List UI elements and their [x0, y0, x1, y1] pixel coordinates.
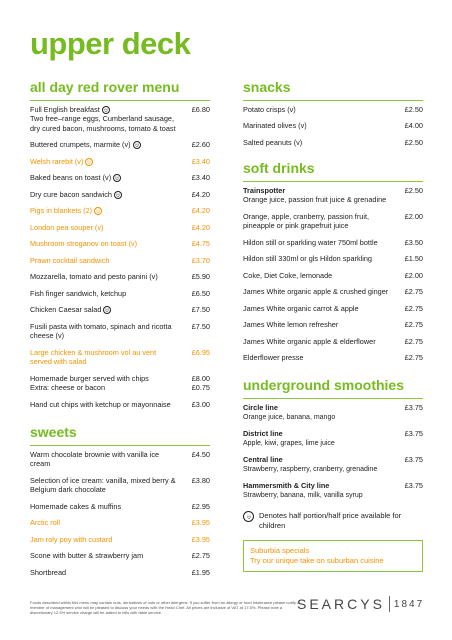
suburbia-promo — [243, 540, 423, 572]
item-name-block — [30, 305, 184, 315]
item-name-block — [243, 287, 397, 297]
item-price: £2.95 — [191, 501, 210, 511]
menu-item — [30, 564, 210, 580]
item-name-block — [30, 140, 184, 150]
item-price: £5.90 — [191, 272, 210, 282]
menu-item — [30, 269, 210, 285]
item-name: Salted peanuts (v) — [243, 137, 303, 147]
smiley-icon — [113, 174, 121, 182]
left-column — [30, 80, 210, 580]
item-name-block — [243, 455, 397, 474]
menu-item — [30, 101, 210, 136]
smiley-icon — [102, 106, 110, 114]
menu-item — [30, 370, 210, 396]
item-name: Hammersmith & City line — [243, 481, 330, 491]
logo-brand: SEARCYS — [297, 596, 385, 612]
item-price: £3.75 — [404, 455, 423, 465]
menu-item — [30, 498, 210, 514]
item-price: £3.95 — [191, 518, 210, 528]
item-price: £4.20 — [191, 189, 210, 199]
item-name-block — [243, 481, 397, 500]
item-name: Chicken Caesar salad — [30, 305, 102, 315]
menu-item — [30, 446, 210, 472]
item-name: Trainspotter — [243, 185, 286, 195]
item-description: Orange juice, passion fruit juice & grenadine — [243, 195, 387, 205]
menu-item — [30, 531, 210, 547]
item-description: Strawberry, raspberry, cranberry, grenadine — [243, 465, 378, 473]
item-price: £3.95 — [191, 534, 210, 544]
item-price: £4.20 — [191, 222, 210, 232]
item-name: Circle line — [243, 403, 278, 413]
item-name-block — [30, 400, 184, 410]
item-price: £3.00 — [191, 399, 210, 409]
item-name: James White organic apple & crushed ginger — [243, 287, 389, 297]
item-name-block — [30, 289, 184, 299]
item-price: £2.75 — [404, 353, 423, 363]
menu-item — [30, 344, 210, 370]
item-name: Buttered crumpets, marmite (v) — [30, 140, 131, 150]
item-name: Potato crisps (v) — [243, 104, 296, 114]
item-price: £4.20 — [191, 206, 210, 216]
item-name-block — [243, 254, 397, 264]
item-name-block — [30, 239, 184, 249]
menu-item — [243, 333, 423, 349]
item-name-block — [30, 206, 184, 216]
item-name-block — [243, 271, 397, 281]
item-name-block — [30, 157, 184, 167]
item-name: Fish finger sandwich, ketchup — [30, 288, 127, 298]
item-name-block — [243, 212, 397, 231]
item-name: Central line — [243, 455, 283, 465]
menu-item — [243, 118, 423, 134]
item-name: Mushroom stroganov on toast (v) — [30, 239, 138, 249]
item-name: Baked beans on toast (v) — [30, 173, 112, 183]
item-price: £4.00 — [404, 121, 423, 131]
item-price: £2.75 — [404, 320, 423, 330]
item-price: £2.50 — [404, 137, 423, 147]
item-name: James White organic carrot & apple — [243, 303, 359, 313]
menu-item — [30, 219, 210, 235]
menu-item — [243, 451, 423, 477]
item-name: Scone with butter & strawberry jam — [30, 551, 144, 561]
item-price: £2.75 — [404, 336, 423, 346]
item-price: £2.00 — [404, 270, 423, 280]
item-price: £2.75 — [191, 551, 210, 561]
menu-item — [30, 203, 210, 219]
smiley-icon — [243, 511, 254, 522]
item-price: £2.50 — [404, 104, 423, 114]
item-price: £3.40 — [191, 156, 210, 166]
item-price: £1.95 — [191, 567, 210, 577]
item-name-block — [243, 429, 397, 448]
menu-item — [243, 477, 423, 503]
item-name-block — [243, 105, 397, 115]
item-name-block — [30, 450, 184, 469]
item-name: London pea souper (v) — [30, 222, 104, 232]
smiley-icon — [85, 158, 93, 166]
allergen-footnote: Foods described within this menu may contain nuts, derivatives of nuts or other allergens. If you suffer from an allergy or food intolerance please notify a member of management who will be pleased to discuss your needs with the Head Chef. All prices are inclusive of VAT at 17.5%. Please note a discretionary 12.5% service charge will be added to bills with table service. — [30, 600, 300, 615]
item-price: £3.70 — [191, 255, 210, 265]
item-name: Pigs in blankets (2) — [30, 206, 93, 216]
menu-item — [30, 236, 210, 252]
menu-item — [243, 317, 423, 333]
menu-item — [30, 514, 210, 530]
item-price: £6.50 — [191, 288, 210, 298]
item-name: Orange, apple, cranberry, passion fruit, pineapple or pink grapefruit juice — [243, 211, 370, 231]
item-description: Two free–range eggs, Cumberland sausage, dry cured bacon, mushrooms, tomato & toast — [30, 114, 176, 133]
menu-item — [30, 137, 210, 153]
item-name: Prawn cocktail sandwich — [30, 255, 110, 265]
item-price: £2.50 — [404, 185, 423, 195]
item-name-block — [243, 320, 397, 330]
item-name-block — [30, 551, 184, 561]
item-name: Coke, Diet Coke, lemonade — [243, 270, 333, 280]
item-name: Dry cure bacon sandwich — [30, 189, 112, 199]
item-price: £3.75 — [404, 403, 423, 413]
item-name: Hildon still 330ml or gls Hildon sparkling — [243, 254, 372, 264]
item-name: Full English breakfast — [30, 104, 100, 114]
item-name: Hand cut chips with ketchup or mayonnaise — [30, 399, 171, 409]
searcys-logo — [297, 596, 424, 612]
menu-title: upper deck — [30, 26, 191, 61]
item-price: £2.00 — [404, 211, 423, 221]
menu-item — [30, 170, 210, 186]
section-heading: all day red rover menu — [30, 79, 180, 95]
item-price: £7.50 — [191, 321, 210, 331]
item-name: James White organic apple & elderflower — [243, 336, 376, 346]
menu-item — [30, 186, 210, 202]
item-price: £3.80 — [191, 475, 210, 485]
item-price: £2.75 — [404, 303, 423, 313]
legend-text: Denotes half portion/half price available for children — [259, 511, 402, 530]
item-name-block — [243, 186, 397, 205]
menu-item — [243, 399, 423, 425]
item-name-block — [243, 138, 397, 148]
item-name-block — [243, 337, 397, 347]
menu-item — [243, 350, 423, 366]
item-name: James White lemon refresher — [243, 320, 339, 330]
logo-year: 1847 — [393, 598, 425, 610]
smiley-icon — [133, 141, 141, 149]
item-name-block — [30, 518, 184, 528]
item-name-block — [30, 322, 184, 341]
item-name-block — [243, 238, 397, 248]
menu-item — [30, 302, 210, 318]
menu-item — [30, 153, 210, 169]
section-heading: snacks — [243, 79, 291, 95]
item-price: £7.50 — [191, 305, 210, 315]
item-price: £3.50 — [404, 237, 423, 247]
menu-item — [243, 134, 423, 150]
promo-text: Try our unique take on suburban cuisine — [250, 556, 384, 566]
item-price: £2.60 — [191, 140, 210, 150]
menu-item — [243, 284, 423, 300]
item-name: Selection of ice cream: vanilla, mixed berry & Belgium dark chocolate — [30, 475, 176, 495]
item-price: £8.00 £0.75 — [191, 373, 210, 393]
right-column — [243, 80, 423, 572]
item-name-block — [30, 272, 184, 282]
menu-item — [243, 267, 423, 283]
item-name-block — [30, 223, 184, 233]
item-name-block — [30, 502, 184, 512]
item-description: Apple, kiwi, grapes, lime juice — [243, 439, 335, 447]
smiley-icon — [94, 207, 102, 215]
menu-item — [30, 547, 210, 563]
portion-legend — [243, 511, 423, 530]
item-name: District line — [243, 429, 283, 439]
item-name: Mozzarella, tomato and pesto panini (v) — [30, 272, 158, 282]
item-name: Marinated olives (v) — [243, 121, 307, 131]
item-name: Elderflower presse — [243, 353, 304, 363]
item-name-block — [30, 476, 184, 495]
item-name: Shortbread — [30, 567, 67, 577]
item-name: Jam roly poy with custard — [30, 534, 113, 544]
item-name: Fusili pasta with tomato, spinach and ricotta cheese (v) — [30, 321, 172, 341]
section-heading: underground smoothies — [243, 377, 404, 394]
item-name-block — [30, 535, 184, 545]
item-price: £6.80 — [191, 104, 210, 114]
item-name-block — [30, 256, 184, 266]
item-name-block — [243, 121, 397, 131]
item-name-block — [30, 105, 184, 134]
item-price: £2.75 — [404, 287, 423, 297]
item-name-block — [30, 374, 184, 393]
item-description: Strawberry, banana, milk, vanilla syrup — [243, 491, 363, 499]
item-price: £1.50 — [404, 254, 423, 264]
smiley-icon — [103, 306, 111, 314]
item-price: £3.75 — [404, 429, 423, 439]
item-name-block — [30, 190, 184, 200]
menu-item — [243, 182, 423, 208]
item-name-block — [30, 568, 184, 578]
item-name-block — [30, 173, 184, 183]
menu-item — [30, 318, 210, 344]
menu-item — [243, 234, 423, 250]
smiley-icon — [114, 191, 122, 199]
logo-divider — [389, 596, 390, 612]
item-name-block — [243, 304, 397, 314]
menu-item — [30, 396, 210, 412]
menu-item — [243, 425, 423, 451]
item-price: £3.40 — [191, 173, 210, 183]
item-name: Homemade cakes & muffins — [30, 501, 122, 511]
item-price: £4.75 — [191, 239, 210, 249]
item-name: Homemade burger served with chips Extra: cheese or bacon — [30, 373, 149, 393]
item-price: £6.95 — [191, 347, 210, 357]
item-name: Large chicken & mushroom vol au vent served with salad — [30, 347, 157, 367]
item-name: Welsh rarebit (v) — [30, 156, 84, 166]
item-price: £3.75 — [404, 481, 423, 491]
item-price: £4.50 — [191, 449, 210, 459]
item-description: Orange juice, banana, mango — [243, 413, 336, 421]
menu-item — [30, 252, 210, 268]
item-name: Warm chocolate brownie with vanilla ice cream — [30, 449, 160, 469]
section-heading: sweets — [30, 423, 77, 440]
menu-item — [30, 472, 210, 498]
section-heading: soft drinks — [243, 159, 315, 176]
item-name-block — [243, 403, 397, 422]
menu-item — [243, 208, 423, 234]
item-name: Arctic roll — [30, 518, 60, 528]
promo-title: Suburbia specials — [250, 546, 310, 556]
menu-item — [30, 285, 210, 301]
menu-item — [243, 300, 423, 316]
item-name: Hildon still or sparkling water 750ml bottle — [243, 237, 378, 247]
menu-item — [243, 101, 423, 117]
menu-item — [243, 251, 423, 267]
item-name-block — [243, 353, 397, 363]
item-name-block — [30, 348, 184, 367]
